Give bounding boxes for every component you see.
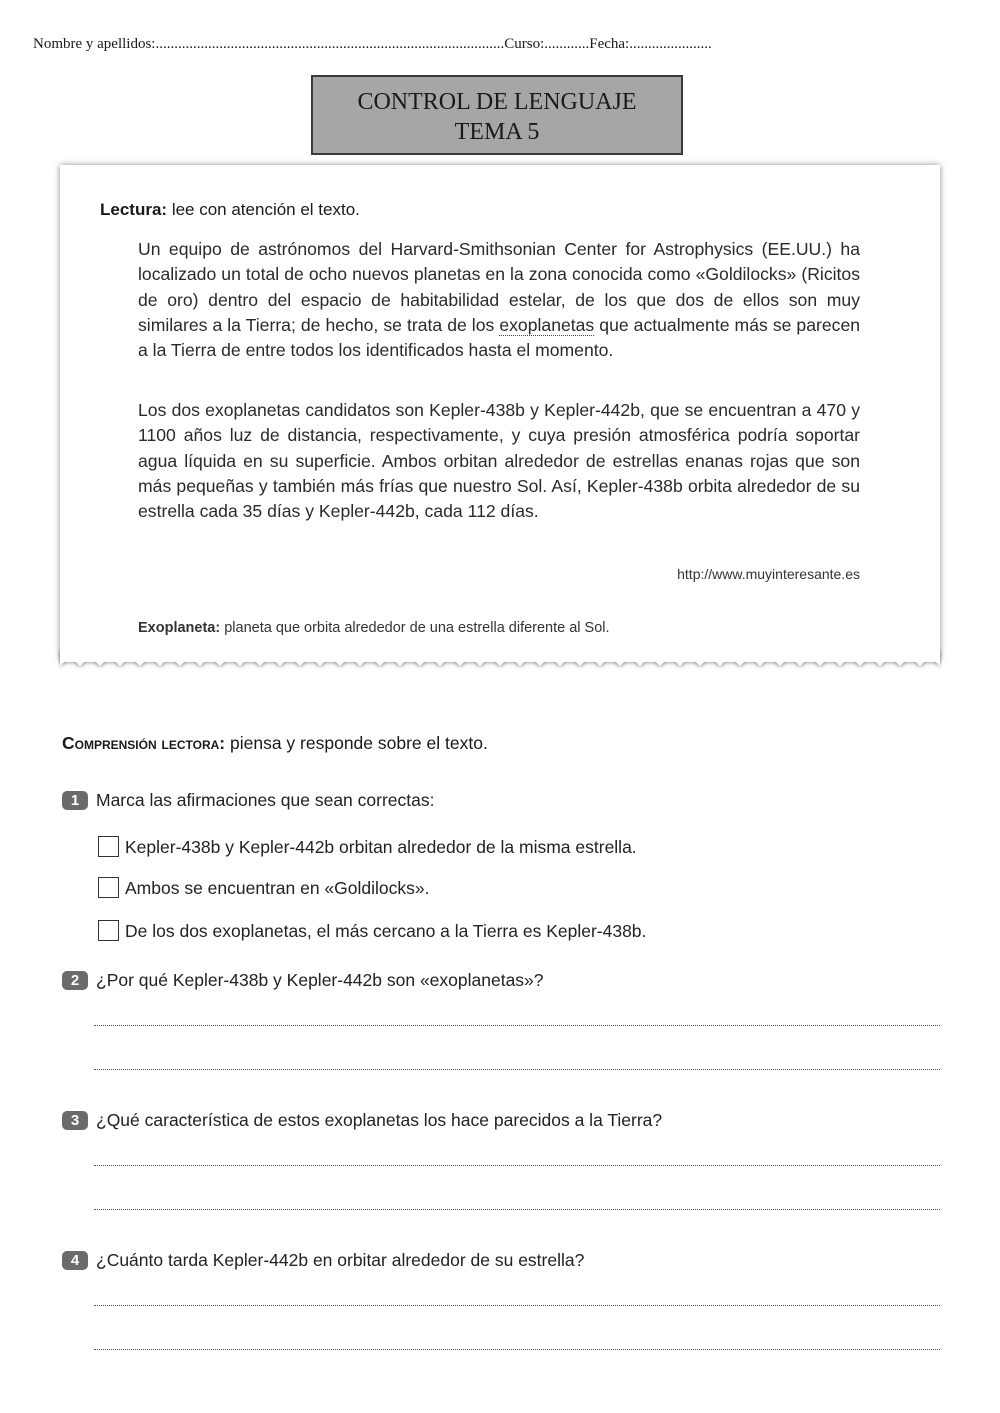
question-2-text: ¿Por qué Kepler-438b y Kepler-442b son «exoplanetas»? [96,970,544,990]
reading-paragraph-1 [138,237,860,363]
comprension-label: Comprensión lectora: [62,733,226,753]
question-2 [62,970,544,991]
paragraph-1-start: Un equipo de astrónomos del Harvard-Smithsonian Center for Astrophysics (EE.UU.) ha localizado un total de ocho nuevos planetas en la zona conocida como «Goldilocks» (Ricitos de oro) dentro del espacio de habitabilidad estelar, de los que dos de ellos son muy similares a la Tierra; de hecho, se trata de los [138,239,860,335]
source-url: http://www.muyinteresante.es [677,566,860,582]
comprension-heading [62,733,488,754]
question-4 [62,1250,584,1271]
glossary-term: Exoplaneta: [138,620,221,636]
title-box [311,75,683,155]
question-number-badge: 1 [62,791,88,810]
reading-instruction-text: lee con atención el texto. [171,200,360,219]
question-1-text: Marca las afirmaciones que sean correctas: [96,790,435,810]
torn-edge [58,650,942,684]
answer-line[interactable] [94,1069,940,1070]
question-3-text: ¿Qué característica de estos exoplanetas los hace parecidos a la Tierra? [96,1110,663,1130]
option-1-text: Kepler-438b y Kepler-442b orbitan alrededor de la misma estrella. [125,837,637,857]
answer-line[interactable] [94,1165,940,1166]
paragraph-1-end: que actualmente más se parecen a la Tierra de entre todos los identificados hasta el momento. [138,314,861,361]
title-line-2: TEMA 5 [454,119,540,145]
answer-line[interactable] [94,1025,940,1026]
option-3-text: De los dos exoplanetas, el más cercano a la Tierra es Kepler-438b. [125,921,647,941]
student-info-line: Nombre y apellidos:.............................................................................................Curso:............Fecha:...................... [33,36,712,52]
option-3 [98,920,646,942]
comprension-text: piensa y responde sobre el texto. [230,733,488,753]
question-number-badge: 3 [62,1111,88,1130]
answer-line[interactable] [94,1349,940,1350]
glossary-note [138,620,610,636]
title-line-1: CONTROL DE LENGUAJE [357,89,637,115]
option-2 [98,877,429,899]
reading-label: Lectura: [100,200,168,219]
reading-paragraph-2: Los dos exoplanetas candidatos son Kepler-438b y Kepler-442b, que se encuentran a 470 y 1100 años luz de distancia, respectivamente, y cuya presión atmosférica podría soportar agua líquida en su superficie. Ambos orbitan alrededor de estrellas enanas rojas que son más pequeñas y también más frías que nuestro Sol. Así, Kepler-438b orbita alrededor de su estrella cada 35 días y Kepler-442b, cada 112 días. [138,400,860,522]
glossary-definition: planeta que orbita alrededor de una estrella diferente al Sol. [224,620,610,636]
question-1 [62,790,434,811]
reading-instruction [100,200,360,220]
exoplanetas-term: exoplanetas [499,314,595,335]
answer-line[interactable] [94,1209,940,1210]
checkbox[interactable] [98,877,119,898]
checkbox[interactable] [98,836,119,857]
option-2-text: Ambos se encuentran en «Goldilocks». [125,878,430,898]
question-3 [62,1110,662,1131]
answer-line[interactable] [94,1305,940,1306]
question-number-badge: 4 [62,1251,88,1270]
option-1 [98,836,637,858]
checkbox[interactable] [98,920,119,941]
question-4-text: ¿Cuánto tarda Kepler-442b en orbitar alrededor de su estrella? [96,1250,585,1270]
question-number-badge: 2 [62,971,88,990]
